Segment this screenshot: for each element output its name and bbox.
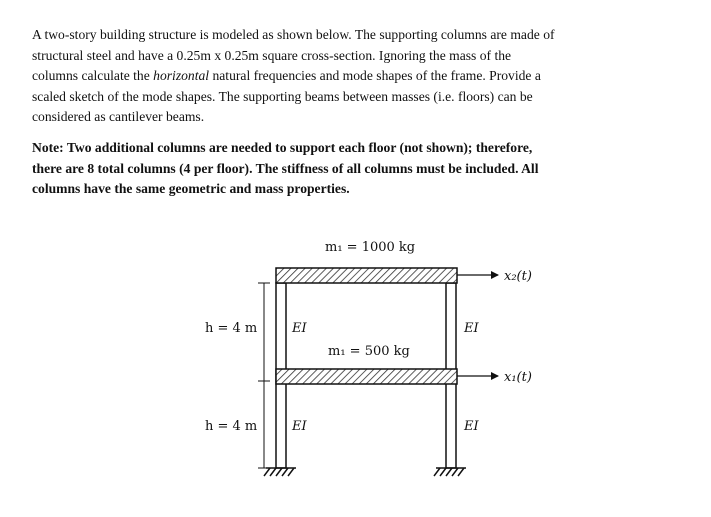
top-mass-label: m₁ = 1000 kg [325,240,416,255]
upper-left-ei-label: EI [292,321,307,336]
top-displacement-label: x₂(t) [504,269,532,284]
problem-line-5: considered as cantilever beams. [32,109,205,125]
bottom-displacement-label: x₁(t) [504,370,532,385]
left-fixed-support [264,468,296,476]
problem-line-1: A two-story building structure is modeled as shown below. The supporting columns are made of [32,27,555,42]
problem-line-4: scaled sketch of the mode shapes. The supporting beams between masses (i.e. floors) can be [32,88,533,104]
bottom-mass-label: m₁ = 500 kg [328,344,410,359]
upper-right-ei-label: EI [464,321,479,336]
note-line-1: Note: Two additional columns are needed to support each floor (not shown); therefore, [32,140,533,155]
upper-height-label: h = 4 m [205,321,258,336]
problem-line-3-end: natural frequencies and mode shapes of the frame. Provide a [209,68,541,84]
bottom-floor-mass [276,369,457,384]
horizontal-emphasis: horizontal [153,68,210,84]
note-line-2: there are 8 total columns (4 per floor). The stiffness of all columns must be included. All [32,160,539,176]
lower-height-label: h = 4 m [205,419,258,434]
top-floor-mass [276,268,457,283]
height-dimension [258,283,270,468]
note-line-3: columns have the same geometric and mass properties. [32,181,350,197]
right-fixed-support [434,468,466,476]
problem-line-3-start: columns calculate the [32,68,154,84]
lower-left-ei-label: EI [292,419,307,434]
problem-line-2: structural steel and have a 0.25m x 0.25m square cross-section. Ignoring the mass of the [32,47,512,63]
lower-right-ei-label: EI [464,419,479,434]
